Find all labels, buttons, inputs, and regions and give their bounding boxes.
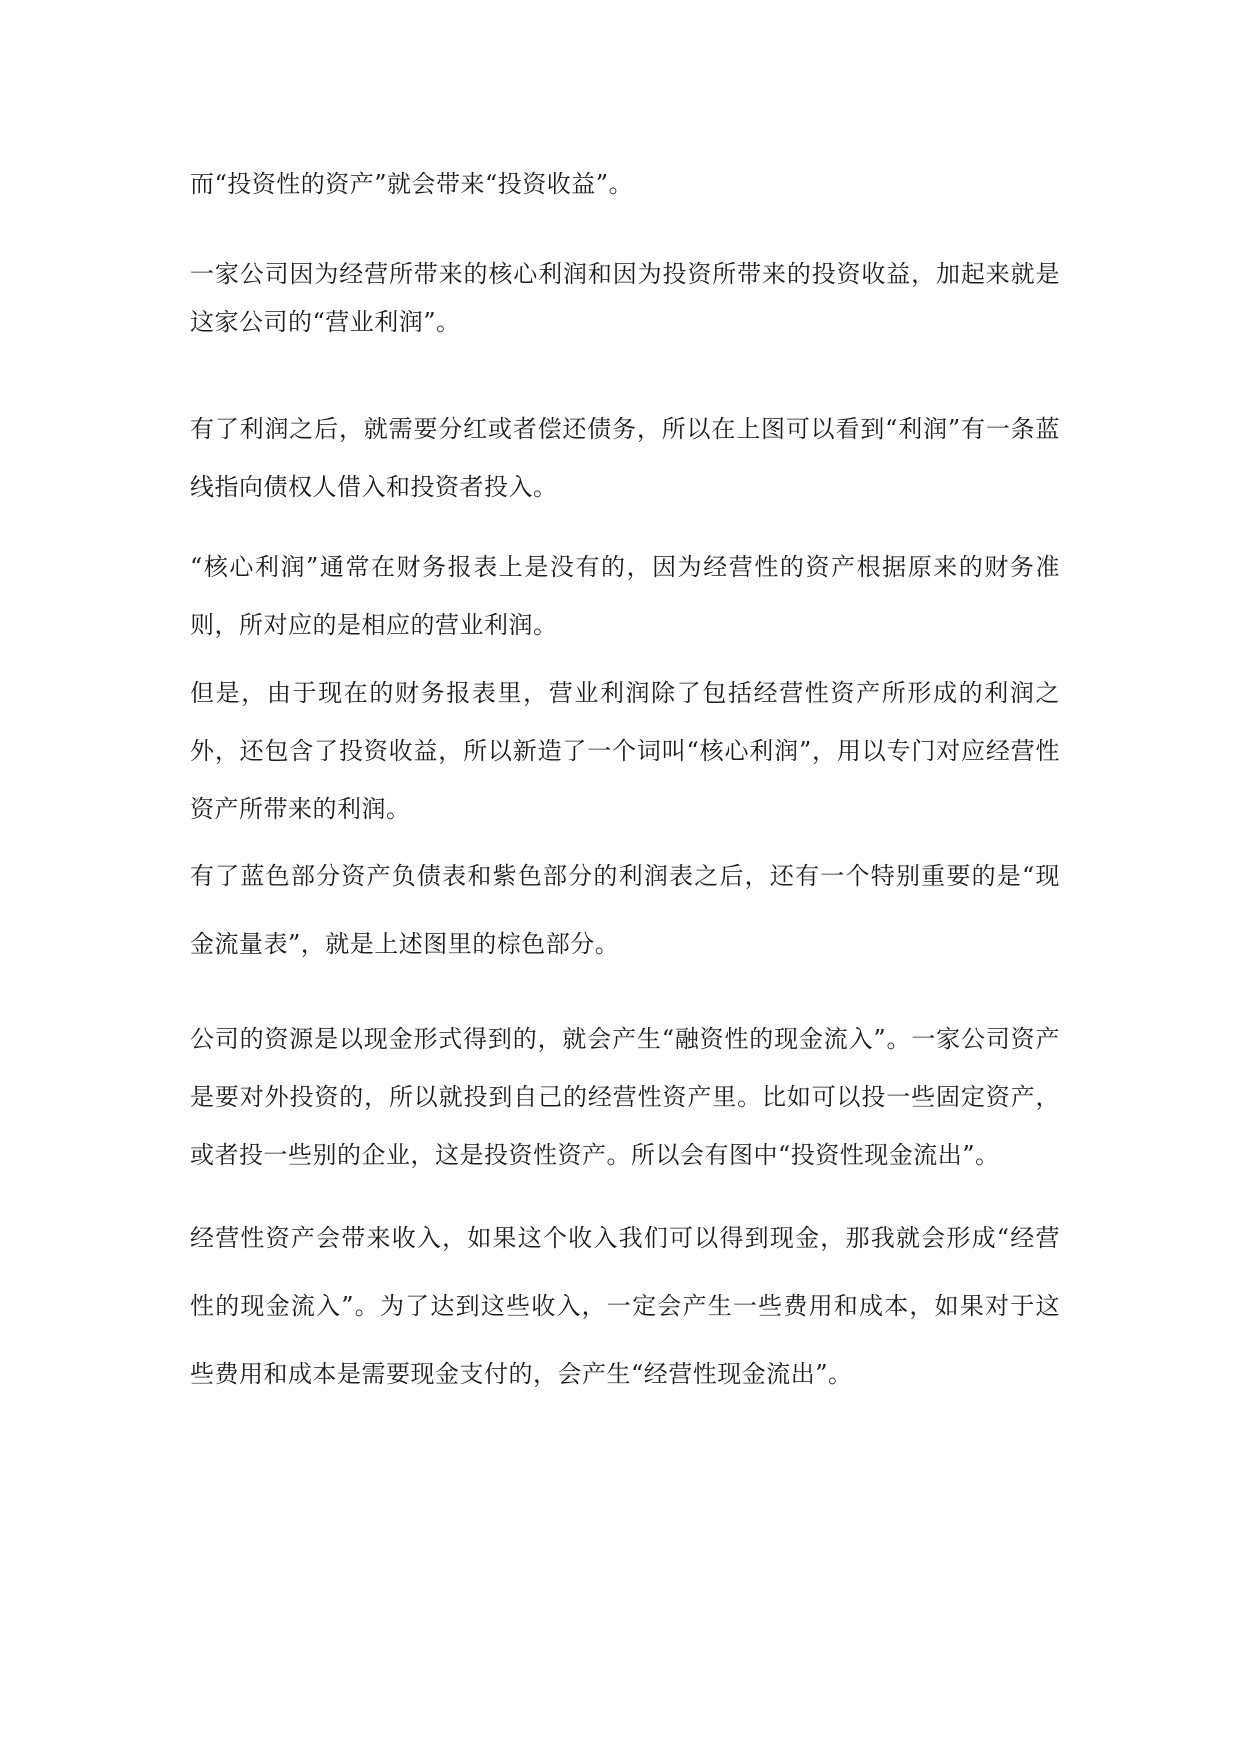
paragraph-dividends-debt: 有了利润之后，就需要分红或者偿还债务，所以在上图可以看到“利润”有一条蓝线指向债权人借入和投资者投入。 [190,415,1060,501]
paragraph-financing-investing-cash: 公司的资源是以现金形式得到的，就会产生“融资性的现金流入”。一家公司资产是要对外投资的，所以就投到自己的经营性资产里。比如可以投一些固定资产，或者投一些别的企业，这是投资性资产。所以会有图中“投资性现金流出”。 [190,1025,1060,1169]
paragraph-operating-profit: 一家公司因为经营所带来的核心利润和因为投资所带来的投资收益，加起来就是这家公司的“营业利润”。 [190,260,1060,336]
paragraph-core-profit: “核心利润”通常在财务报表上是没有的，因为经营性的资产根据原来的财务准则，所对应的是相应的营业利润。 [190,553,1060,639]
paragraph-operating-cash: 经营性资产会带来收入，如果这个收入我们可以得到现金，那我就会形成“经营性的现金流入”。为了达到这些收入，一定会产生一些费用和成本，如果对于这些费用和成本是需要现金支付的，会产生“经营性现金流出”。 [190,1224,1060,1388]
paragraph-cash-flow-statement: 有了蓝色部分资产负债表和紫色部分的利润表之后，还有一个特别重要的是“现金流量表”，就是上述图里的棕色部分。 [190,862,1060,958]
paragraph-investment-income: 而“投资性的资产”就会带来“投资收益”。 [190,170,634,198]
paragraph-core-profit-definition: 但是，由于现在的财务报表里，营业利润除了包括经营性资产所形成的利润之外，还包含了投资收益，所以新造了一个词叫“核心利润”，用以专门对应经营性资产所带来的利润。 [190,679,1060,823]
